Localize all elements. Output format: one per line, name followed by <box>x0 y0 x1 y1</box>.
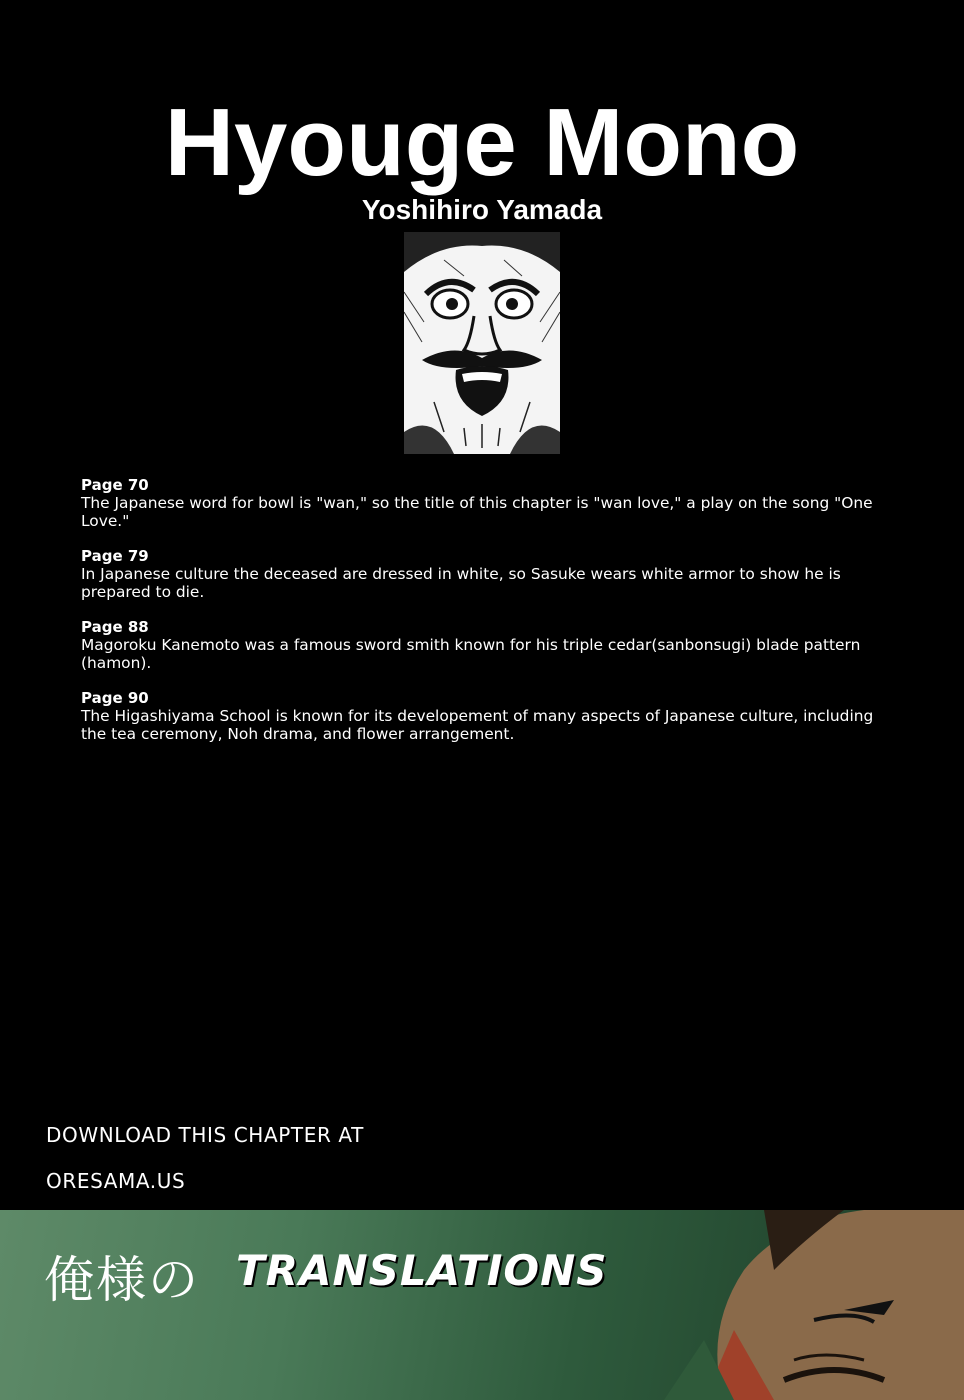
manga-portrait-image <box>404 232 560 454</box>
note-page-label: Page 88 <box>81 618 149 636</box>
note-item <box>81 547 881 601</box>
download-link[interactable]: ORESAMA.US <box>46 1169 186 1193</box>
screaming-man-icon <box>404 232 560 454</box>
scanlator-banner <box>0 1210 964 1400</box>
note-item <box>81 618 881 672</box>
banner-text: TRANSLATIONS <box>236 1246 608 1295</box>
note-page-label: Page 90 <box>81 689 149 707</box>
note-page-label: Page 79 <box>81 547 149 565</box>
page-title: Hyouge Mono <box>164 89 800 196</box>
note-item <box>81 689 881 743</box>
note-text: In Japanese culture the deceased are dressed in white, so Sasuke wears white armor to show he is prepared to die. <box>81 565 841 601</box>
translation-notes <box>81 476 881 760</box>
banner-kanji: 俺様の <box>44 1251 200 1309</box>
note-page-label: Page 70 <box>81 476 149 494</box>
note-text: Magoroku Kanemoto was a famous sword smith known for his triple cedar(sanbonsugi) blade pattern (hamon). <box>81 636 861 672</box>
samurai-face-icon <box>664 1210 964 1400</box>
note-item <box>81 476 881 530</box>
note-text: The Higashiyama School is known for its developement of many aspects of Japanese culture, including the tea ceremony, Noh drama, and flower arrangement. <box>81 707 874 743</box>
note-text: The Japanese word for bowl is "wan," so the title of this chapter is "wan love," a play on the song "One Love." <box>81 494 873 530</box>
download-text: DOWNLOAD THIS CHAPTER AT <box>46 1123 364 1147</box>
author-name: Yoshihiro Yamada <box>361 194 603 225</box>
